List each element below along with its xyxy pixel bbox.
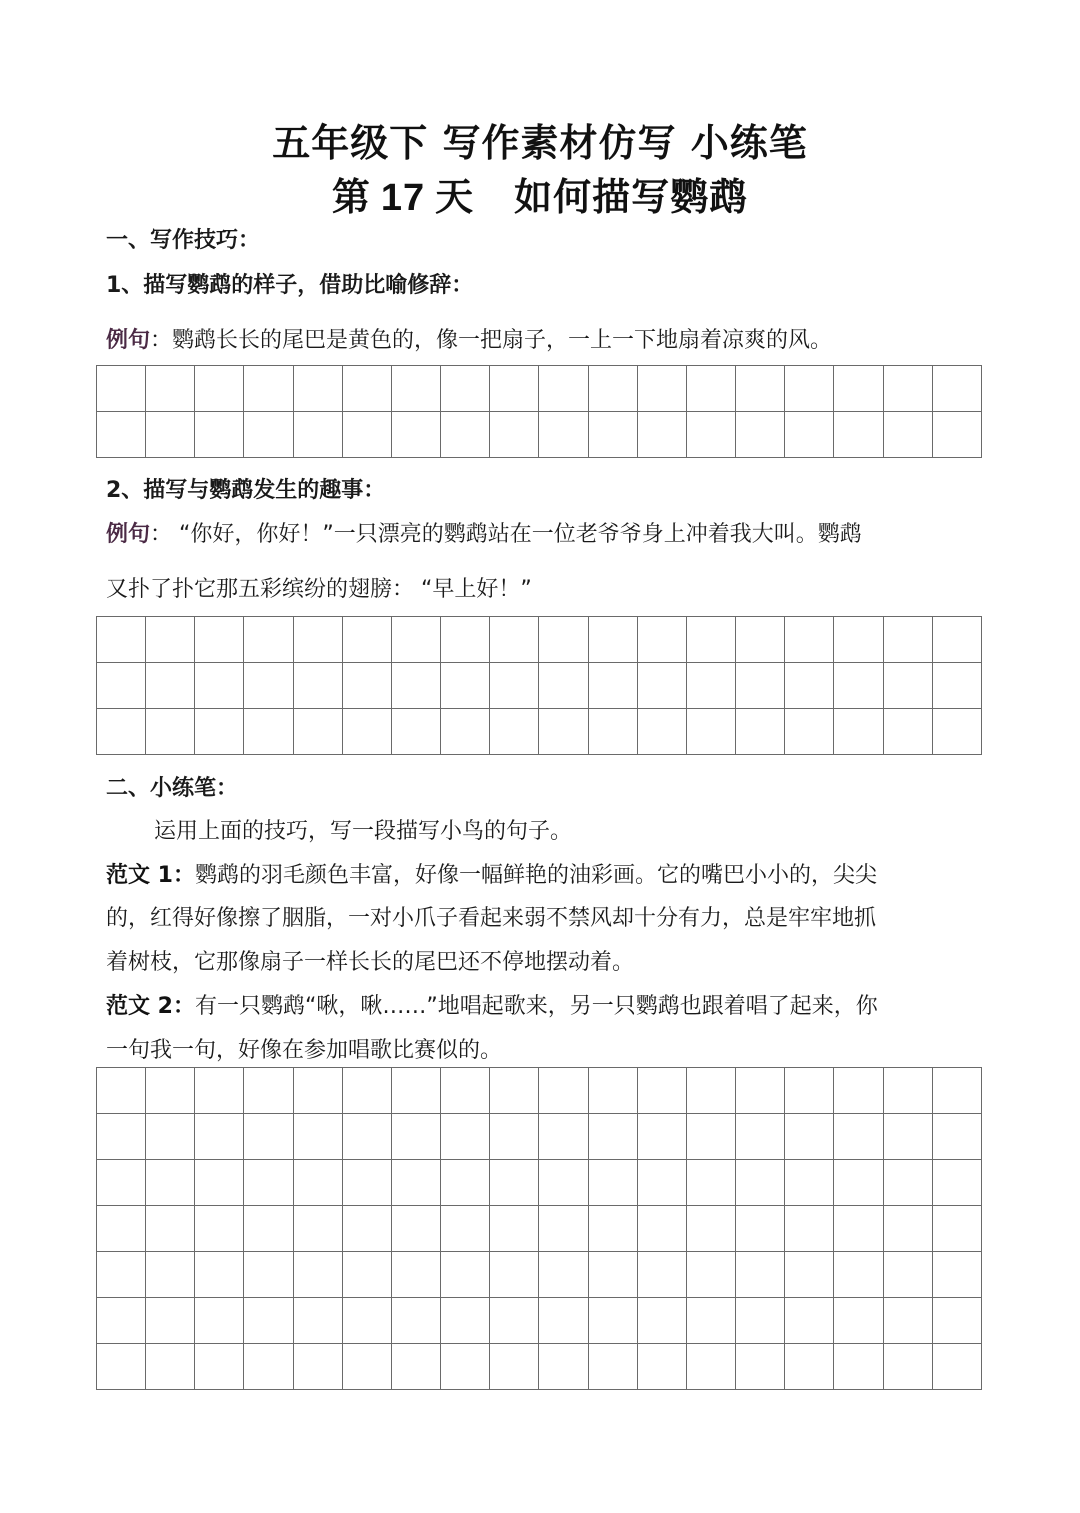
- grid-cell[interactable]: [834, 1344, 883, 1390]
- grid-cell[interactable]: [244, 1206, 293, 1252]
- grid-cell[interactable]: [883, 617, 932, 663]
- grid-cell[interactable]: [883, 1206, 932, 1252]
- grid-cell[interactable]: [932, 1252, 981, 1298]
- grid-cell[interactable]: [293, 1344, 342, 1390]
- grid-cell[interactable]: [588, 366, 637, 412]
- grid-cell[interactable]: [490, 412, 539, 458]
- grid-cell[interactable]: [490, 1298, 539, 1344]
- grid-cell[interactable]: [883, 663, 932, 709]
- grid-cell[interactable]: [637, 1206, 686, 1252]
- grid-cell[interactable]: [293, 1114, 342, 1160]
- grid-cell[interactable]: [883, 366, 932, 412]
- grid-cell[interactable]: [588, 1344, 637, 1390]
- grid-cell[interactable]: [539, 1252, 588, 1298]
- grid-cell[interactable]: [834, 1252, 883, 1298]
- grid-cell[interactable]: [834, 366, 883, 412]
- grid-cell[interactable]: [588, 1068, 637, 1114]
- model1-label: 范文 1：: [106, 863, 195, 888]
- grid-cell[interactable]: [441, 1068, 490, 1114]
- grid-cell[interactable]: [686, 1206, 735, 1252]
- grid-cell[interactable]: [244, 1252, 293, 1298]
- grid-cell[interactable]: [883, 412, 932, 458]
- grid-cell[interactable]: [932, 1160, 981, 1206]
- grid-cell[interactable]: [736, 617, 785, 663]
- grid-cell[interactable]: [637, 1298, 686, 1344]
- grid-cell[interactable]: [342, 709, 391, 755]
- grid-cell[interactable]: [834, 412, 883, 458]
- grid-cell[interactable]: [834, 1160, 883, 1206]
- grid-row: [97, 1068, 982, 1114]
- grid-cell[interactable]: [932, 1114, 981, 1160]
- grid-cell[interactable]: [97, 709, 146, 755]
- grid-cell[interactable]: [539, 366, 588, 412]
- grid-cell[interactable]: [391, 1298, 440, 1344]
- grid-cell[interactable]: [932, 709, 981, 755]
- grid-cell[interactable]: [441, 1114, 490, 1160]
- grid-cell[interactable]: [146, 663, 195, 709]
- grid-cell[interactable]: [391, 617, 440, 663]
- grid-cell[interactable]: [342, 617, 391, 663]
- grid-cell[interactable]: [686, 617, 735, 663]
- grid-cell[interactable]: [195, 663, 244, 709]
- grid-cell[interactable]: [195, 1206, 244, 1252]
- grid-cell[interactable]: [146, 1114, 195, 1160]
- grid-row: [97, 366, 982, 412]
- grid-cell[interactable]: [391, 1252, 440, 1298]
- grid-cell[interactable]: [244, 617, 293, 663]
- day-number: 17: [380, 177, 426, 219]
- grid-cell[interactable]: [932, 1068, 981, 1114]
- grid-cell[interactable]: [883, 1298, 932, 1344]
- grid-cell[interactable]: [146, 1344, 195, 1390]
- grid-cell[interactable]: [539, 1206, 588, 1252]
- grid-cell[interactable]: [834, 663, 883, 709]
- grid-cell[interactable]: [588, 663, 637, 709]
- grid-cell[interactable]: [97, 1252, 146, 1298]
- model2-line2: 一句我一句，好像在参加唱歌比赛似的。: [106, 1038, 503, 1063]
- grid-cell[interactable]: [539, 1298, 588, 1344]
- tip2-example-line1: [106, 520, 862, 550]
- grid-cell[interactable]: [490, 709, 539, 755]
- grid-cell[interactable]: [588, 1298, 637, 1344]
- grid-cell[interactable]: [637, 412, 686, 458]
- grid-cell[interactable]: [342, 1298, 391, 1344]
- model1-line2: 的，红得好像擦了胭脂，一对小爪子看起来弱不禁风却十分有力，总是牢牢地抓: [106, 906, 877, 931]
- grid-cell[interactable]: [785, 709, 834, 755]
- grid-cell[interactable]: [637, 617, 686, 663]
- grid-cell[interactable]: [293, 1206, 342, 1252]
- grid-row: [97, 709, 982, 755]
- writing-grid-3[interactable]: [96, 1067, 982, 1390]
- grid-cell[interactable]: [637, 1344, 686, 1390]
- grid-cell[interactable]: [588, 709, 637, 755]
- model1-text: 鹦鹉的羽毛颜色丰富，好像一幅鲜艳的油彩画。它的嘴巴小小的，尖尖: [194, 863, 877, 888]
- grid-cell[interactable]: [97, 1298, 146, 1344]
- grid-cell[interactable]: [637, 663, 686, 709]
- grid-cell[interactable]: [195, 1298, 244, 1344]
- grid-cell[interactable]: [293, 1068, 342, 1114]
- grid-cell[interactable]: [195, 1160, 244, 1206]
- grid-row: [97, 1206, 982, 1252]
- grid-cell[interactable]: [195, 617, 244, 663]
- grid-cell[interactable]: [441, 1160, 490, 1206]
- grid-cell[interactable]: [146, 1068, 195, 1114]
- grid-cell[interactable]: [293, 1298, 342, 1344]
- grid-cell[interactable]: [97, 366, 146, 412]
- grid-cell[interactable]: [195, 1068, 244, 1114]
- grid-cell[interactable]: [932, 1344, 981, 1390]
- grid-cell[interactable]: [686, 709, 735, 755]
- model1-line1: [106, 861, 877, 891]
- grid-cell[interactable]: [932, 366, 981, 412]
- worksheet-title: 五年级下 写作素材仿写 小练笔: [272, 121, 808, 165]
- grid-cell[interactable]: [490, 1206, 539, 1252]
- grid-cell[interactable]: [883, 1344, 932, 1390]
- grid-cell[interactable]: [637, 1160, 686, 1206]
- model1-line3: 着树枝，它那像扇子一样长长的尾巴还不停地摆动着。: [106, 950, 635, 975]
- grid-cell[interactable]: [686, 663, 735, 709]
- grid-cell[interactable]: [736, 1252, 785, 1298]
- grid-cell[interactable]: [637, 366, 686, 412]
- grid-cell[interactable]: [293, 1252, 342, 1298]
- grid-cell[interactable]: [932, 617, 981, 663]
- grid-cell[interactable]: [736, 663, 785, 709]
- grid-cell[interactable]: [883, 709, 932, 755]
- grid-cell[interactable]: [293, 366, 342, 412]
- grid-cell[interactable]: [785, 1298, 834, 1344]
- grid-cell[interactable]: [834, 709, 883, 755]
- grid-cell[interactable]: [785, 366, 834, 412]
- grid-cell[interactable]: [391, 1068, 440, 1114]
- grid-cell[interactable]: [441, 1344, 490, 1390]
- grid-cell[interactable]: [146, 709, 195, 755]
- grid-cell[interactable]: [736, 1206, 785, 1252]
- grid-cell[interactable]: [244, 1114, 293, 1160]
- grid-row: [97, 1160, 982, 1206]
- grid-cell[interactable]: [293, 617, 342, 663]
- grid-cell[interactable]: [146, 1160, 195, 1206]
- grid-cell[interactable]: [146, 1206, 195, 1252]
- tip1-example: [106, 326, 832, 356]
- grid-cell[interactable]: [736, 1068, 785, 1114]
- grid-cell[interactable]: [391, 709, 440, 755]
- grid-row: [97, 1344, 982, 1390]
- grid-cell[interactable]: [539, 1068, 588, 1114]
- tip1-heading: 1、描写鹦鹉的样子，借助比喻修辞：: [106, 273, 474, 298]
- grid-cell[interactable]: [490, 1068, 539, 1114]
- grid-cell[interactable]: [736, 1114, 785, 1160]
- day-title: [0, 166, 1080, 221]
- section1-heading: 一、写作技巧：: [106, 228, 261, 253]
- day-topic: 如何描写鹦鹉: [514, 175, 749, 219]
- tip2-heading: 2、描写与鹦鹉发生的趣事：: [106, 478, 386, 503]
- grid-cell[interactable]: [539, 1114, 588, 1160]
- writing-grid-2[interactable]: [96, 616, 982, 755]
- model2-label: 范文 2：: [106, 994, 195, 1019]
- grid-cell[interactable]: [195, 412, 244, 458]
- grid-cell[interactable]: [736, 1160, 785, 1206]
- grid-cell[interactable]: [342, 1068, 391, 1114]
- day-suffix: 天: [435, 175, 475, 219]
- grid-row: [97, 1114, 982, 1160]
- grid-cell[interactable]: [932, 1206, 981, 1252]
- grid-cell[interactable]: [785, 1160, 834, 1206]
- example-text: ： “你好，你好！”一只漂亮的鹦鹉站在一位老爷爷身上冲着我大叫。鹦鹉: [150, 522, 862, 547]
- grid-cell[interactable]: [342, 1114, 391, 1160]
- grid-cell[interactable]: [342, 366, 391, 412]
- grid-cell[interactable]: [490, 1252, 539, 1298]
- grid-cell[interactable]: [588, 1252, 637, 1298]
- grid-cell[interactable]: [834, 1206, 883, 1252]
- grid-cell[interactable]: [588, 617, 637, 663]
- grid-cell[interactable]: [736, 1298, 785, 1344]
- grid-cell[interactable]: [244, 663, 293, 709]
- grid-cell[interactable]: [441, 366, 490, 412]
- grid-cell[interactable]: [441, 709, 490, 755]
- grid-cell[interactable]: [883, 1114, 932, 1160]
- grid-cell[interactable]: [490, 366, 539, 412]
- grid-cell[interactable]: [736, 366, 785, 412]
- model2-text: 有一只鹦鹉“啾，啾……”地唱起歌来，另一只鹦鹉也跟着唱了起来，你: [194, 994, 878, 1019]
- grid-cell[interactable]: [785, 1252, 834, 1298]
- grid-row: [97, 1252, 982, 1298]
- grid-cell[interactable]: [490, 1344, 539, 1390]
- grid-cell[interactable]: [539, 1344, 588, 1390]
- example-text: ：鹦鹉长长的尾巴是黄色的，像一把扇子，一上一下地扇着凉爽的风。: [150, 328, 833, 353]
- grid-cell[interactable]: [785, 617, 834, 663]
- model2-line1: [106, 992, 878, 1022]
- grid-cell[interactable]: [244, 366, 293, 412]
- grid-cell[interactable]: [195, 1114, 244, 1160]
- grid-cell[interactable]: [391, 1160, 440, 1206]
- grid-cell[interactable]: [391, 1206, 440, 1252]
- grid-cell[interactable]: [441, 1252, 490, 1298]
- grid-cell[interactable]: [539, 1160, 588, 1206]
- grid-cell[interactable]: [195, 1252, 244, 1298]
- grid-cell[interactable]: [736, 1344, 785, 1390]
- grid-cell[interactable]: [588, 412, 637, 458]
- grid-cell[interactable]: [244, 1344, 293, 1390]
- grid-cell[interactable]: [146, 412, 195, 458]
- grid-cell[interactable]: [637, 1252, 686, 1298]
- grid-cell[interactable]: [539, 617, 588, 663]
- grid-cell[interactable]: [293, 709, 342, 755]
- grid-cell[interactable]: [244, 1068, 293, 1114]
- grid-row: [97, 1298, 982, 1344]
- grid-cell[interactable]: [932, 1298, 981, 1344]
- grid-cell[interactable]: [490, 617, 539, 663]
- grid-cell[interactable]: [97, 617, 146, 663]
- grid-cell[interactable]: [883, 1068, 932, 1114]
- grid-cell[interactable]: [244, 1160, 293, 1206]
- grid-cell[interactable]: [785, 1206, 834, 1252]
- grid-cell[interactable]: [686, 1068, 735, 1114]
- grid-cell[interactable]: [441, 1206, 490, 1252]
- grid-cell[interactable]: [785, 1068, 834, 1114]
- grid-cell[interactable]: [244, 709, 293, 755]
- example-label: 例句: [106, 522, 151, 547]
- grid-cell[interactable]: [686, 1344, 735, 1390]
- grid-cell[interactable]: [785, 1114, 834, 1160]
- writing-grid-1[interactable]: [96, 365, 982, 458]
- grid-cell[interactable]: [146, 1252, 195, 1298]
- grid-cell[interactable]: [686, 1252, 735, 1298]
- grid-cell[interactable]: [932, 663, 981, 709]
- grid-cell[interactable]: [441, 663, 490, 709]
- grid-row: [97, 617, 982, 663]
- grid-cell[interactable]: [293, 1160, 342, 1206]
- grid-cell[interactable]: [441, 617, 490, 663]
- grid-cell[interactable]: [834, 1068, 883, 1114]
- section2-instruction: 运用上面的技巧，写一段描写小鸟的句子。: [154, 819, 573, 844]
- section2-heading: 二、小练笔：: [106, 776, 239, 801]
- grid-cell[interactable]: [785, 1344, 834, 1390]
- grid-cell[interactable]: [686, 1114, 735, 1160]
- grid-row: [97, 663, 982, 709]
- grid-cell[interactable]: [686, 1298, 735, 1344]
- grid-cell[interactable]: [637, 709, 686, 755]
- grid-cell[interactable]: [342, 1252, 391, 1298]
- grid-cell[interactable]: [736, 709, 785, 755]
- tip2-example-line2: 又扑了扑它那五彩缤纷的翅膀： “早上好！”: [106, 577, 532, 602]
- grid-cell[interactable]: [490, 1114, 539, 1160]
- grid-cell[interactable]: [686, 1160, 735, 1206]
- grid-cell[interactable]: [97, 663, 146, 709]
- grid-cell[interactable]: [834, 1298, 883, 1344]
- grid-cell[interactable]: [539, 412, 588, 458]
- grid-cell[interactable]: [441, 412, 490, 458]
- grid-cell[interactable]: [686, 366, 735, 412]
- grid-cell[interactable]: [244, 412, 293, 458]
- grid-cell[interactable]: [97, 1160, 146, 1206]
- grid-cell[interactable]: [490, 1160, 539, 1206]
- grid-cell[interactable]: [391, 663, 440, 709]
- grid-cell[interactable]: [441, 1298, 490, 1344]
- grid-row: [97, 412, 982, 458]
- grid-cell[interactable]: [588, 1114, 637, 1160]
- grid-cell[interactable]: [342, 1344, 391, 1390]
- grid-cell[interactable]: [244, 1298, 293, 1344]
- grid-cell[interactable]: [785, 663, 834, 709]
- grid-cell[interactable]: [539, 709, 588, 755]
- grid-cell[interactable]: [834, 617, 883, 663]
- grid-cell[interactable]: [342, 663, 391, 709]
- grid-cell[interactable]: [637, 1114, 686, 1160]
- grid-cell[interactable]: [588, 1206, 637, 1252]
- grid-cell[interactable]: [686, 412, 735, 458]
- grid-cell[interactable]: [146, 366, 195, 412]
- grid-cell[interactable]: [195, 366, 244, 412]
- grid-cell[interactable]: [293, 412, 342, 458]
- grid-cell[interactable]: [195, 1344, 244, 1390]
- grid-cell[interactable]: [932, 412, 981, 458]
- grid-cell[interactable]: [97, 412, 146, 458]
- grid-cell[interactable]: [391, 1344, 440, 1390]
- grid-cell[interactable]: [97, 1206, 146, 1252]
- grid-cell[interactable]: [391, 366, 440, 412]
- grid-cell[interactable]: [391, 1114, 440, 1160]
- grid-cell[interactable]: [834, 1114, 883, 1160]
- grid-cell[interactable]: [588, 1160, 637, 1206]
- grid-cell[interactable]: [785, 412, 834, 458]
- grid-cell[interactable]: [342, 1206, 391, 1252]
- grid-cell[interactable]: [637, 1068, 686, 1114]
- example-label: 例句: [106, 328, 151, 353]
- grid-cell[interactable]: [883, 1252, 932, 1298]
- grid-cell[interactable]: [490, 663, 539, 709]
- grid-cell[interactable]: [97, 1114, 146, 1160]
- grid-cell[interactable]: [97, 1068, 146, 1114]
- grid-cell[interactable]: [293, 663, 342, 709]
- grid-cell[interactable]: [195, 709, 244, 755]
- grid-cell[interactable]: [342, 412, 391, 458]
- grid-cell[interactable]: [736, 412, 785, 458]
- grid-cell[interactable]: [883, 1160, 932, 1206]
- grid-cell[interactable]: [146, 1298, 195, 1344]
- grid-cell[interactable]: [97, 1344, 146, 1390]
- grid-cell[interactable]: [146, 617, 195, 663]
- day-prefix: 第: [331, 175, 371, 219]
- grid-cell[interactable]: [391, 412, 440, 458]
- grid-cell[interactable]: [539, 663, 588, 709]
- grid-cell[interactable]: [342, 1160, 391, 1206]
